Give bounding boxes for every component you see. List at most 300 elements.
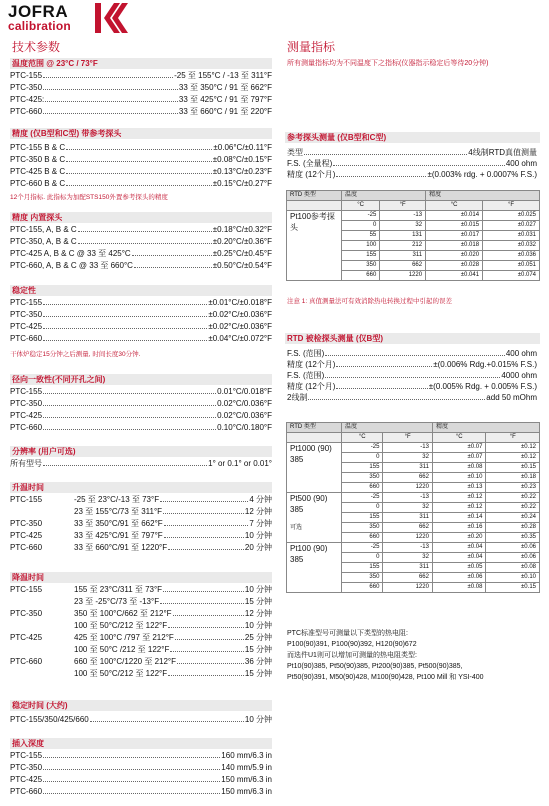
- rtd-type-label: Pt100 (90) 385: [290, 544, 328, 564]
- dot-leader: [333, 158, 505, 166]
- spec-label: 精度 (12个月): [287, 382, 336, 391]
- dot-leader: [78, 224, 212, 232]
- spec-label: PTC-155, A, B & C: [10, 225, 77, 234]
- spec-value: -25 至 155°C / -13 至 311°F: [174, 71, 272, 80]
- cell: 32: [383, 453, 433, 463]
- cell: ±0.20: [432, 533, 486, 543]
- dot-leader: [325, 370, 500, 378]
- resolution-heading: 分辨率 (用户可选): [10, 446, 272, 457]
- col-unit: °C: [342, 201, 380, 211]
- cell: 131: [380, 231, 426, 241]
- dot-leader: [168, 542, 244, 550]
- spec-label: PTC-155/350/425/660: [10, 715, 89, 724]
- cell: 350: [342, 261, 380, 271]
- spec-value: ±0.04°C/±0.072°F: [208, 334, 272, 343]
- dot-leader: [78, 236, 212, 244]
- spec-label: PTC-155: [10, 298, 43, 307]
- cell: 311: [380, 251, 426, 261]
- cooling-heading: 降温时间: [10, 572, 272, 583]
- spec-label: PTC-155: [10, 751, 43, 760]
- spec-value: 4线制RTD真值测量: [468, 148, 537, 157]
- col-unit-blank: [287, 201, 342, 211]
- spec-row: [10, 309, 272, 321]
- cell: ±0.10: [432, 473, 486, 483]
- spec-row: [10, 398, 272, 410]
- cell: ±0.07: [432, 453, 486, 463]
- uniformity-heading: 径向一致性(不同开孔之间): [10, 374, 272, 385]
- time-row: [10, 530, 272, 542]
- time-row: [10, 584, 272, 596]
- time-model: PTC-660: [10, 543, 43, 552]
- spec-label: 精度 (12个月): [287, 170, 336, 179]
- cell: ±0.08: [432, 463, 486, 473]
- time-model: PTC-350: [10, 519, 43, 528]
- cell: 1220: [383, 583, 433, 593]
- cell: 0: [342, 553, 383, 563]
- dot-leader: [43, 70, 173, 78]
- spec-value: ±0.50°C/±0.54°F: [212, 261, 272, 270]
- cell: 660: [342, 583, 383, 593]
- spec-row: [10, 82, 272, 94]
- time-value: 25 分钟: [244, 633, 272, 642]
- table-row: [287, 211, 540, 221]
- spec-row: [10, 422, 272, 434]
- spec-value: 400 ohm: [505, 349, 537, 358]
- col-unit: °F: [383, 433, 433, 443]
- spec-value: ±0.15°C/±0.27°F: [212, 179, 272, 188]
- time-row: [10, 620, 272, 632]
- cell: ±0.04: [432, 543, 486, 553]
- cell: ±0.074: [483, 271, 540, 281]
- cell: ±0.35: [486, 533, 540, 543]
- time-cond: 350 至 100°C/662 至 212°F: [74, 609, 172, 618]
- time-cond-wrap: [74, 656, 272, 668]
- spec-label: PTC-350, A, B & C: [10, 237, 77, 246]
- spec-value: ±0.01°C/±0.018°F: [208, 298, 272, 307]
- time-cond-wrap: [74, 608, 272, 620]
- time-row: [10, 542, 272, 554]
- spec-label: 类型: [287, 148, 303, 157]
- dot-leader: [163, 584, 244, 592]
- dot-leader: [43, 750, 220, 758]
- cell: 212: [380, 241, 426, 251]
- dot-leader: [164, 530, 244, 538]
- footer-line: P100(90)391, P100(90)392, H120(90)672: [287, 641, 417, 648]
- col-header-type: RTD 类型: [287, 191, 342, 201]
- cell: ±0.15: [486, 463, 540, 473]
- cell: -13: [380, 211, 426, 221]
- col-header-type: RTD 类型: [287, 423, 342, 433]
- heating-list: [10, 494, 272, 554]
- time-cond-wrap: [74, 668, 272, 680]
- dot-leader: [43, 786, 220, 794]
- cell: 1220: [380, 271, 426, 281]
- spec-label: F.S. (范围): [287, 371, 325, 380]
- cell: ±0.06: [432, 573, 486, 583]
- spec-row: [10, 714, 272, 726]
- cell: ±0.10: [486, 573, 540, 583]
- cell: ±0.025: [483, 211, 540, 221]
- stab-time-heading: 稳定时间 (大约): [10, 700, 272, 711]
- cell: 100: [342, 241, 380, 251]
- table-row: [287, 443, 540, 453]
- cell: ±0.027: [483, 221, 540, 231]
- cell: ±0.22: [486, 493, 540, 503]
- cell: ±0.031: [483, 231, 540, 241]
- time-cond-wrap: [74, 620, 272, 632]
- cell: ±0.028: [426, 261, 483, 271]
- spec-row: [287, 158, 537, 169]
- cell: -13: [383, 443, 433, 453]
- time-cond: -25 至 23°C/-13 至 73°F: [74, 495, 160, 504]
- spec-row: [287, 147, 537, 158]
- spec-value: 150 mm/6.3 in: [221, 775, 272, 784]
- time-cond-wrap: [74, 584, 272, 596]
- spec-row: [287, 348, 537, 359]
- temp-range-list: [10, 70, 272, 118]
- logo-mark-icon: [92, 3, 128, 33]
- time-cond: 23 至 155°C/73 至 311°F: [74, 507, 163, 516]
- dot-leader: [336, 381, 427, 389]
- spec-label: 2线制: [287, 393, 308, 402]
- time-cond: 33 至 425°C/91 至 797°F: [74, 531, 163, 540]
- cell: ±0.04: [432, 553, 486, 563]
- time-value: 10 分钟: [244, 621, 272, 630]
- spec-label: PTC-425: [10, 775, 43, 784]
- spec-label: PTC-660: [10, 107, 43, 116]
- cell: 660: [342, 533, 383, 543]
- spec-row: [10, 178, 272, 190]
- spec-value: ±0.25°C/±0.45°F: [212, 249, 272, 258]
- spec-label: PTC-155: [10, 387, 43, 396]
- cell: 662: [383, 473, 433, 483]
- spec-row: [10, 786, 272, 798]
- spec-label: PTC-155 B & C: [10, 143, 66, 152]
- time-model: PTC-425: [10, 531, 43, 540]
- spec-label: PTC-660: [10, 787, 43, 796]
- cell: ±0.16: [432, 523, 486, 533]
- table-row: [287, 493, 540, 503]
- spec-label: PTC-660: [10, 423, 43, 432]
- cell: ±0.24: [486, 513, 540, 523]
- time-cond: 23 至 -25°C/73 至 -13°F: [74, 597, 160, 606]
- dot-leader: [43, 762, 220, 770]
- cell: ±0.017: [426, 231, 483, 241]
- dot-leader: [170, 644, 244, 652]
- cell: 0: [342, 503, 383, 513]
- spec-label: PTC-660: [10, 334, 43, 343]
- cell: 662: [383, 523, 433, 533]
- rtd-list: [287, 348, 537, 403]
- col-header-temp: 温度: [342, 423, 433, 433]
- time-cond-wrap: [74, 596, 272, 608]
- cell: 155: [342, 251, 380, 261]
- cell: 155: [342, 563, 383, 573]
- spec-value: 0.10°C/0.180°F: [217, 423, 272, 432]
- spec-row: [287, 359, 537, 370]
- logo-word: JOFRA: [8, 2, 69, 21]
- ref-heading: 参考探头测量 (仅B型和C型): [285, 132, 540, 143]
- dot-leader: [90, 714, 244, 722]
- cell: ±0.12: [432, 493, 486, 503]
- spec-row: [10, 750, 272, 762]
- time-cond-wrap: [74, 632, 272, 644]
- time-row: [10, 494, 272, 506]
- table-row: [287, 543, 540, 553]
- cell: 350: [342, 573, 383, 583]
- col-unit: °F: [486, 433, 540, 443]
- footer-line: Pt50(90)391, M50(90)428, M100(90)428, Pt100 Mill 和 YSI-400: [287, 674, 484, 681]
- spec-value: 4000 ohm: [501, 371, 537, 380]
- time-row: [10, 608, 272, 620]
- dot-leader: [160, 596, 244, 604]
- time-cond: 660 至 100°C/1220 至 212°F: [74, 657, 177, 666]
- dot-leader: [325, 348, 505, 356]
- dot-leader: [134, 260, 212, 268]
- footer-line: PTC标准型号可测量以下类型的热电阻:: [287, 630, 408, 637]
- time-value: 15 分钟: [244, 645, 272, 654]
- spec-row: [10, 260, 272, 272]
- dot-leader: [43, 774, 220, 782]
- col-unit: °C: [426, 201, 483, 211]
- dot-leader: [43, 309, 207, 317]
- cell: ±0.041: [426, 271, 483, 281]
- cell: 55: [342, 231, 380, 241]
- spec-label: 精度 (12个月): [287, 360, 336, 369]
- spec-row: [10, 154, 272, 166]
- dot-leader: [168, 668, 244, 676]
- cell: ±0.018: [426, 241, 483, 251]
- cell: ±0.12: [486, 443, 540, 453]
- stability-heading: 稳定性: [10, 285, 272, 296]
- col-unit: °C: [432, 433, 486, 443]
- col-header-temp: 温度: [342, 191, 426, 201]
- cell: ±0.015: [426, 221, 483, 231]
- depth-heading: 插入深度: [10, 738, 272, 749]
- accuracy-ref-heading: 精度 (仅B型和C型) 带参考探头: [10, 128, 272, 139]
- spec-value: 0.02°C/0.036°F: [217, 399, 272, 408]
- dot-leader: [304, 147, 467, 155]
- cell: 0: [342, 453, 383, 463]
- cell: 32: [383, 503, 433, 513]
- cell: 311: [383, 513, 433, 523]
- cell: ±0.08: [432, 583, 486, 593]
- footer-line: Pt10(90)385, Pt50(90)385, Pt200(90)385, Pt500(90)385,: [287, 663, 463, 670]
- spec-label: PTC-425:: [10, 95, 45, 104]
- spec-row: [10, 410, 272, 422]
- time-model: PTC-155: [10, 495, 43, 504]
- time-cond: 100 至 50°C/212 至 122°F: [74, 621, 168, 630]
- cell: 0: [342, 221, 380, 231]
- spec-row: [10, 70, 272, 82]
- spec-row: [287, 370, 537, 381]
- col-unit-blank: [287, 433, 342, 443]
- rtd-type: [287, 543, 342, 593]
- cell: 660: [342, 271, 380, 281]
- spec-value: ±0.02°C/±0.036°F: [208, 322, 272, 331]
- spec-label: PTC-350: [10, 310, 43, 319]
- dot-leader: [43, 297, 207, 305]
- spec-label: PTC-350: [10, 763, 43, 772]
- time-cond-wrap: [74, 518, 272, 530]
- dot-leader: [43, 410, 216, 418]
- time-cond-wrap: [74, 494, 272, 506]
- spec-row: [10, 321, 272, 333]
- spec-value: 1° or 0.1° or 0.01°: [208, 459, 272, 468]
- cell: ±0.051: [483, 261, 540, 271]
- cell: ±0.014: [426, 211, 483, 221]
- spec-value: 0.02°C/0.036°F: [217, 411, 272, 420]
- left-title: 技术参数: [12, 40, 61, 54]
- cell: ±0.22: [486, 503, 540, 513]
- time-cond: 100 至 50°C /212 至 122°F: [74, 645, 170, 654]
- cell: 32: [380, 221, 426, 231]
- rtd-heading: RTD 被检探头测量 (仅B型): [285, 333, 540, 344]
- time-value: 4 分钟: [249, 495, 272, 504]
- spec-value: ±0.08°C/±0.15°F: [212, 155, 272, 164]
- spec-row: [287, 392, 537, 403]
- logo-sub: calibration: [8, 19, 71, 33]
- cell: -13: [383, 493, 433, 503]
- cell: ±0.08: [486, 563, 540, 573]
- time-cond-wrap: [74, 506, 272, 518]
- spec-label: F.S. (范围): [287, 349, 325, 358]
- spec-row: [287, 169, 537, 180]
- time-value: 15 分钟: [244, 597, 272, 606]
- time-cond-wrap: [74, 542, 272, 554]
- col-unit: °F: [380, 201, 426, 211]
- footer-line: 而选件U1则可以增加可测量的热电阻类型:: [287, 652, 417, 659]
- spec-value: 33 至 425°C / 91 至 797°F: [178, 95, 272, 104]
- time-cond: 33 至 350°C/91 至 662°F: [74, 519, 163, 528]
- spec-value: 33 至 350°C / 91 至 662°F: [178, 83, 272, 92]
- time-row: [10, 644, 272, 656]
- spec-row: [10, 762, 272, 774]
- spec-value: ±0.13°C/±0.23°F: [212, 167, 272, 176]
- dot-leader: [43, 82, 178, 90]
- ref-note: 注意 1: 真值测量法可有效消除热电转换过程中引起的误差: [287, 298, 453, 305]
- cell: ±0.07: [432, 443, 486, 453]
- time-cond-wrap: [74, 530, 272, 542]
- spec-label: PTC-660 B & C: [10, 179, 66, 188]
- spec-value: add 50 mOhm: [486, 393, 537, 402]
- spec-label: PTC-425 A, B & C @ 33 至 425°C: [10, 249, 131, 258]
- cell: ±0.06: [486, 543, 540, 553]
- cell: 1220: [383, 533, 433, 543]
- time-model: PTC-425: [10, 633, 43, 642]
- cell: 660: [342, 483, 383, 493]
- rtd-type-extra: 可选: [290, 525, 303, 531]
- dot-leader: [43, 321, 207, 329]
- time-row: [10, 668, 272, 680]
- dot-leader: [173, 608, 244, 616]
- depth-list: [10, 750, 272, 798]
- col-unit: °F: [483, 201, 540, 211]
- spec-value: ±(0.005% Rdg. + 0.005% F.S.): [428, 382, 537, 391]
- right-footer: [287, 628, 484, 683]
- cell: -13: [383, 543, 433, 553]
- dot-leader: [164, 518, 249, 526]
- cell: ±0.12: [432, 503, 486, 513]
- cell: ±0.15: [486, 583, 540, 593]
- cell: ±0.18: [486, 473, 540, 483]
- dot-leader: [163, 506, 244, 514]
- col-unit: °C: [342, 433, 383, 443]
- spec-value: 160 mm/6.3 in: [221, 751, 272, 760]
- cell: 350: [342, 523, 383, 533]
- resolution-list: [10, 458, 272, 470]
- spec-value: 150 mm/6.3 in: [221, 787, 272, 796]
- cell: 662: [380, 261, 426, 271]
- time-row: [10, 596, 272, 608]
- time-model: PTC-660: [10, 657, 43, 666]
- spec-label: F.S. (全量程): [287, 159, 333, 168]
- spec-row: [10, 106, 272, 118]
- ref-list: [287, 147, 537, 180]
- dot-leader: [168, 620, 244, 628]
- dot-leader: [66, 178, 212, 186]
- uniformity-list: [10, 386, 272, 434]
- dot-leader: [66, 142, 212, 150]
- dot-leader: [43, 106, 178, 114]
- time-model: PTC-155: [10, 585, 43, 594]
- cell: -25: [342, 443, 383, 453]
- cell: 155: [342, 513, 383, 523]
- right-title: 测量指标: [287, 40, 336, 54]
- dot-leader: [308, 392, 485, 400]
- spec-row: [10, 142, 272, 154]
- dot-leader: [177, 656, 244, 664]
- time-row: [10, 632, 272, 644]
- cell: 32: [383, 553, 433, 563]
- cell: ±0.05: [432, 563, 486, 573]
- cell: 350: [342, 473, 383, 483]
- spec-value: 33 至 660°C / 91 至 220°F: [178, 107, 272, 116]
- time-row: [10, 656, 272, 668]
- spec-row: [10, 248, 272, 260]
- time-row: [10, 506, 272, 518]
- time-value: 20 分钟: [244, 543, 272, 552]
- spec-value: ±0.18°C/±0.32°F: [212, 225, 272, 234]
- cell: ±0.14: [432, 513, 486, 523]
- spec-label: PTC-350: [10, 83, 43, 92]
- cell: ±0.036: [483, 251, 540, 261]
- dot-leader: [43, 333, 207, 341]
- ref-table: [286, 190, 540, 281]
- spec-value: 10 分钟: [244, 715, 272, 724]
- spec-label: PTC-350 B & C: [10, 155, 66, 164]
- spec-label: PTC-660, A, B & C @ 33 至 660°C: [10, 261, 133, 270]
- temp-range-heading: 温度范围 @ 23°C / 73°F: [10, 58, 272, 69]
- spec-row: [10, 333, 272, 345]
- time-value: 7 分钟: [249, 519, 272, 528]
- dot-leader: [43, 422, 216, 430]
- time-model: PTC-350: [10, 609, 43, 618]
- spec-value: 0.01°C/0.018°F: [217, 387, 272, 396]
- rtd-type-label: Pt1000 (90) 385: [290, 444, 332, 464]
- cell: ±0.28: [486, 523, 540, 533]
- spec-label: PTC-350: [10, 399, 43, 408]
- rtd-type: [287, 443, 342, 493]
- cell: 155: [342, 463, 383, 473]
- col-header-acc: 精度: [426, 191, 540, 201]
- cell: 1220: [383, 483, 433, 493]
- dot-leader: [43, 458, 207, 466]
- time-value: 10 分钟: [244, 531, 272, 540]
- dot-leader: [43, 398, 216, 406]
- stability-note: 干体炉稳定15分钟之后测量, 时间长度30分钟.: [10, 351, 141, 358]
- spec-value: ±(0.006% Rdg.+0.015% F.S.): [433, 360, 537, 369]
